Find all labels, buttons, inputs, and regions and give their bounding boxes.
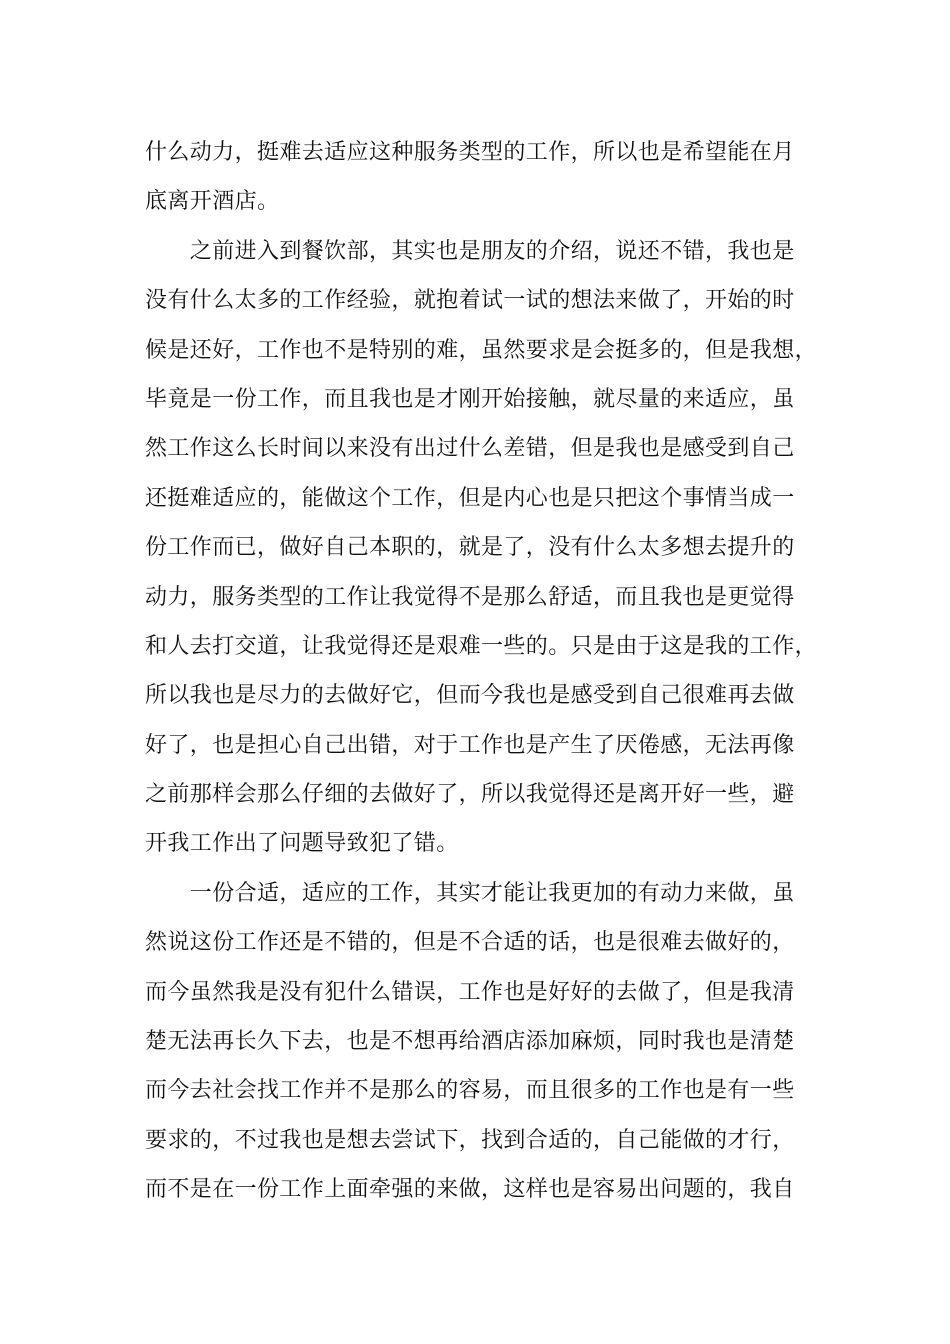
text-line: 所以我也是尽力的去做好它，但而今我也是感受到自己很难再去做 [145, 683, 795, 709]
text-line: 还挺难适应的，能做这个工作，但是内心也是只把这个事情当成一 [145, 485, 795, 511]
text-line: 而今虽然我是没有犯什么错误，工作也是好好的去做了，但是我清 [145, 979, 795, 1005]
text-line: 底离开酒店。 [145, 189, 280, 215]
text-line: 然工作这么长时间以来没有出过什么差错，但是我也是感受到自己 [145, 436, 795, 462]
body-text [145, 128, 825, 1215]
text-line: 然说这份工作还是不错的，但是不合适的话，也是很难去做好的， [145, 930, 795, 956]
text-line: 候是还好，工作也不是特别的难，虽然要求是会挺多的，但是我想， [145, 337, 818, 363]
text-line: 楚无法再长久下去，也是不想再给酒店添加麻烦，同时我也是清楚 [145, 1029, 795, 1055]
text-line: 之前那样会那么仔细的去做好了，所以我觉得还是离开好一些，避 [145, 782, 795, 808]
text-line: 开我工作出了问题导致犯了错。 [145, 831, 459, 857]
text-line: 和人去打交道，让我觉得还是艰难一些的。只是由于这是我的工作， [145, 633, 818, 659]
text-line: 好了，也是担心自己出错，对于工作也是产生了厌倦感，无法再像 [145, 732, 795, 758]
text-line: 而不是在一份工作上面牵强的来做，这样也是容易出问题的，我自 [145, 1177, 795, 1203]
text-line: 什么动力，挺难去适应这种服务类型的工作，所以也是希望能在月 [145, 140, 795, 165]
text-line: 要求的，不过我也是想去尝试下，找到合适的，自己能做的才行， [145, 1127, 795, 1153]
text-line: 没有什么太多的工作经验，就抱着试一试的想法来做了，开始的时 [145, 288, 795, 314]
paragraph-start-line: 之前进入到餐饮部，其实也是朋友的介绍，说还不错，我也是 [145, 238, 795, 264]
text-line: 动力，服务类型的工作让我觉得不是那么舒适，而且我也是更觉得 [145, 584, 795, 610]
paragraph-start-line: 一份合适，适应的工作，其实才能让我更加的有动力来做，虽 [145, 880, 795, 906]
text-line: 份工作而已，做好自己本职的，就是了，没有什么太多想去提升的 [145, 535, 795, 561]
text-line: 毕竟是一份工作，而且我也是才刚开始接触，就尽量的来适应，虽 [145, 386, 795, 412]
text-line: 而今去社会找工作并不是那么的容易，而且很多的工作也是有一些 [145, 1078, 795, 1104]
